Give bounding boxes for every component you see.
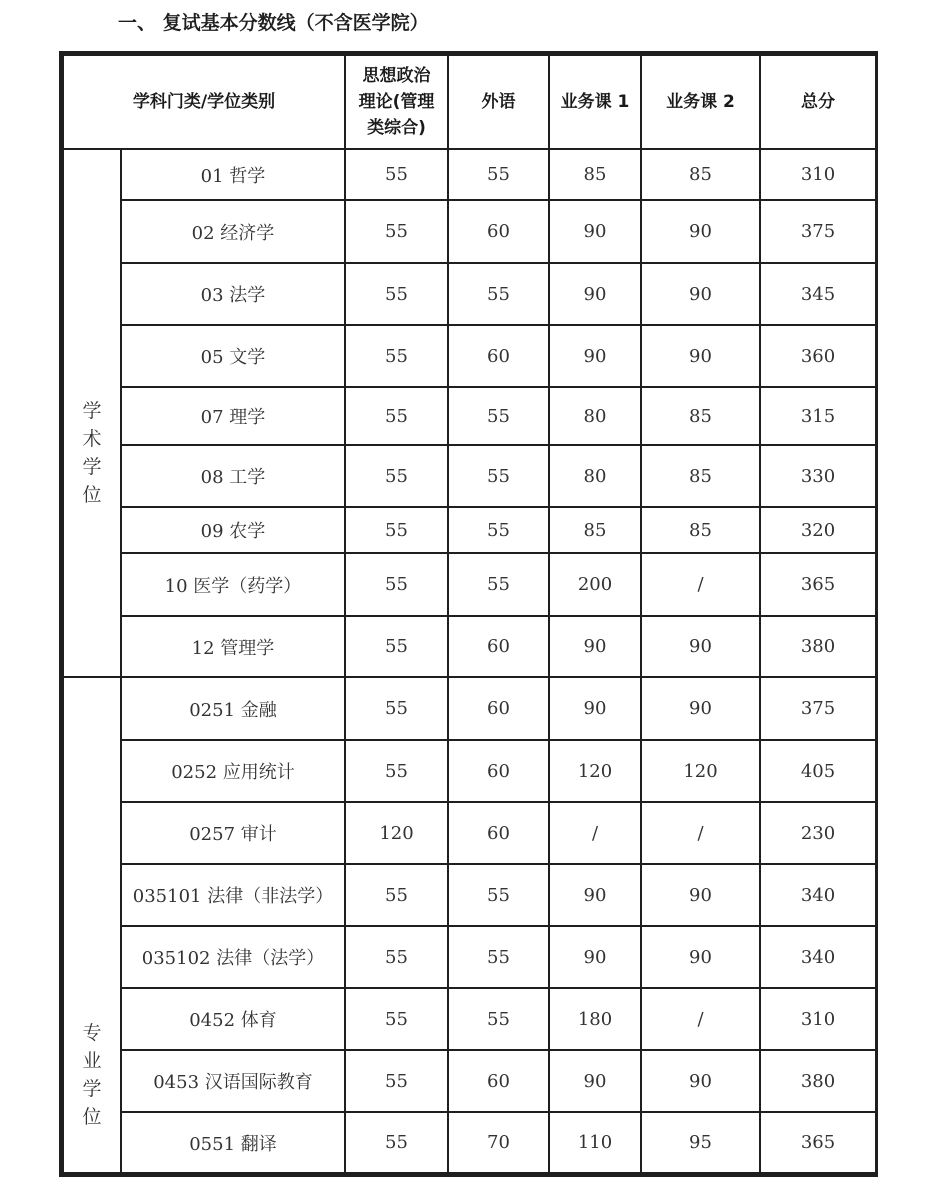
cell-language: 70: [448, 1112, 549, 1173]
cell-subject: 0252 应用统计: [121, 740, 345, 802]
table-row: [63, 553, 876, 616]
score-table: [62, 54, 877, 1174]
header-politics-line: 类综合): [367, 118, 426, 138]
cell-course2: 85: [641, 387, 760, 445]
table-row: [63, 507, 876, 553]
cell-course2: /: [641, 988, 760, 1050]
cell-course1: 90: [549, 325, 641, 387]
cell-politics: 55: [345, 677, 448, 740]
cell-subject: 05 文学: [121, 325, 345, 387]
header-category: 学科门类/学位类别: [63, 55, 345, 149]
cell-language: 55: [448, 263, 549, 325]
cell-total: 405: [760, 740, 876, 802]
cell-language: 60: [448, 740, 549, 802]
table-row: [63, 387, 876, 445]
cell-politics: 55: [345, 263, 448, 325]
cell-language: 55: [448, 507, 549, 553]
cell-language: 55: [448, 988, 549, 1050]
cell-course2: 90: [641, 263, 760, 325]
cell-politics: 55: [345, 740, 448, 802]
cell-course1: 90: [549, 1050, 641, 1112]
cell-politics: 55: [345, 387, 448, 445]
cell-subject: 02 经济学: [121, 200, 345, 263]
table-row: [63, 1050, 876, 1112]
cell-total: 340: [760, 926, 876, 988]
cell-politics: 55: [345, 200, 448, 263]
cell-course1: 90: [549, 616, 641, 677]
cell-language: 55: [448, 445, 549, 507]
cell-total: 365: [760, 1112, 876, 1173]
cell-course2: 90: [641, 864, 760, 926]
cell-total: 380: [760, 616, 876, 677]
cell-total: 330: [760, 445, 876, 507]
page-title: 一、 复试基本分数线（不含医学院）: [118, 12, 429, 34]
table-body: [63, 149, 876, 1173]
cell-course1: 80: [549, 387, 641, 445]
cell-course2: 90: [641, 677, 760, 740]
cell-politics: 55: [345, 616, 448, 677]
cell-course2: 90: [641, 616, 760, 677]
cell-subject: 035101 法律（非法学）: [121, 864, 345, 926]
cell-politics: 120: [345, 802, 448, 864]
cell-language: 55: [448, 864, 549, 926]
cell-course2: 85: [641, 445, 760, 507]
table-row: [63, 864, 876, 926]
cell-politics: 55: [345, 325, 448, 387]
cell-course1: 90: [549, 864, 641, 926]
cell-politics: 55: [345, 1112, 448, 1173]
group-label-char: 学: [82, 456, 102, 478]
table-row: [63, 200, 876, 263]
cell-course1: 120: [549, 740, 641, 802]
cell-politics: 55: [345, 1050, 448, 1112]
group-label-char: 位: [82, 1106, 102, 1128]
cell-course1: 85: [549, 507, 641, 553]
cell-total: 310: [760, 988, 876, 1050]
cell-course2: 90: [641, 1050, 760, 1112]
cell-subject: 01 哲学: [121, 149, 345, 200]
cell-course1: 85: [549, 149, 641, 200]
cell-total: 230: [760, 802, 876, 864]
group-label-char: 术: [82, 428, 102, 450]
cell-subject: 035102 法律（法学）: [121, 926, 345, 988]
cell-language: 55: [448, 387, 549, 445]
cell-language: 60: [448, 1050, 549, 1112]
cell-course1: 180: [549, 988, 641, 1050]
cell-politics: 55: [345, 445, 448, 507]
cell-total: 340: [760, 864, 876, 926]
header-total: 总分: [760, 55, 876, 149]
cell-total: 365: [760, 553, 876, 616]
cell-total: 310: [760, 149, 876, 200]
cell-course2: 85: [641, 507, 760, 553]
cell-total: 345: [760, 263, 876, 325]
header-politics-line: 理论(管理: [358, 92, 435, 112]
cell-language: 60: [448, 802, 549, 864]
cell-subject: 07 理学: [121, 387, 345, 445]
cell-course1: 200: [549, 553, 641, 616]
cell-total: 315: [760, 387, 876, 445]
cell-language: 55: [448, 926, 549, 988]
group-label-char: 专: [82, 1022, 102, 1044]
cell-course2: 90: [641, 926, 760, 988]
cell-subject: 10 医学（药学）: [121, 553, 345, 616]
cell-course2: 120: [641, 740, 760, 802]
cell-total: 375: [760, 677, 876, 740]
cell-total: 360: [760, 325, 876, 387]
score-table-frame: [59, 51, 878, 1177]
cell-politics: 55: [345, 988, 448, 1050]
cell-course2: 85: [641, 149, 760, 200]
group-label-char: 学: [82, 400, 102, 422]
cell-course1: 80: [549, 445, 641, 507]
table-row: [63, 677, 876, 740]
table-row: [63, 740, 876, 802]
cell-politics: 55: [345, 149, 448, 200]
header-foreign-language: 外语: [448, 55, 549, 149]
header-course2: 业务课 2: [641, 55, 760, 149]
group-label-academic: [63, 149, 121, 677]
cell-language: 60: [448, 616, 549, 677]
cell-language: 60: [448, 677, 549, 740]
table-row: [63, 926, 876, 988]
group-label-char: 位: [82, 484, 102, 506]
cell-course2: 90: [641, 325, 760, 387]
table-row: [63, 616, 876, 677]
cell-politics: 55: [345, 507, 448, 553]
cell-subject: 0257 审计: [121, 802, 345, 864]
cell-subject: 0551 翻译: [121, 1112, 345, 1173]
cell-politics: 55: [345, 926, 448, 988]
group-label-professional: [63, 677, 121, 1173]
cell-subject: 0453 汉语国际教育: [121, 1050, 345, 1112]
cell-course2: 95: [641, 1112, 760, 1173]
cell-total: 380: [760, 1050, 876, 1112]
cell-language: 60: [448, 200, 549, 263]
cell-subject: 0452 体育: [121, 988, 345, 1050]
cell-subject: 08 工学: [121, 445, 345, 507]
table-row: [63, 263, 876, 325]
cell-course1: 90: [549, 263, 641, 325]
cell-course2: 90: [641, 200, 760, 263]
group-label-char: 业: [82, 1050, 102, 1072]
table-row: [63, 988, 876, 1050]
header-politics-line: 思想政治: [362, 66, 431, 86]
cell-language: 55: [448, 149, 549, 200]
header-row: [63, 55, 876, 149]
cell-subject: 0251 金融: [121, 677, 345, 740]
header-course1: 业务课 1: [549, 55, 641, 149]
table-row: [63, 445, 876, 507]
cell-subject: 09 农学: [121, 507, 345, 553]
group-label-char: 学: [82, 1078, 102, 1100]
cell-course1: 90: [549, 200, 641, 263]
cell-subject: 03 法学: [121, 263, 345, 325]
table-row: [63, 325, 876, 387]
cell-politics: 55: [345, 864, 448, 926]
cell-course1: 110: [549, 1112, 641, 1173]
table-row: [63, 149, 876, 200]
cell-course1: 90: [549, 926, 641, 988]
cell-language: 60: [448, 325, 549, 387]
cell-language: 55: [448, 553, 549, 616]
cell-politics: 55: [345, 553, 448, 616]
cell-total: 375: [760, 200, 876, 263]
cell-subject: 12 管理学: [121, 616, 345, 677]
table-row: [63, 1112, 876, 1173]
header-politics: [345, 55, 448, 149]
cell-course2: /: [641, 802, 760, 864]
cell-total: 320: [760, 507, 876, 553]
cell-course1: 90: [549, 677, 641, 740]
cell-course2: /: [641, 553, 760, 616]
cell-course1: /: [549, 802, 641, 864]
table-row: [63, 802, 876, 864]
